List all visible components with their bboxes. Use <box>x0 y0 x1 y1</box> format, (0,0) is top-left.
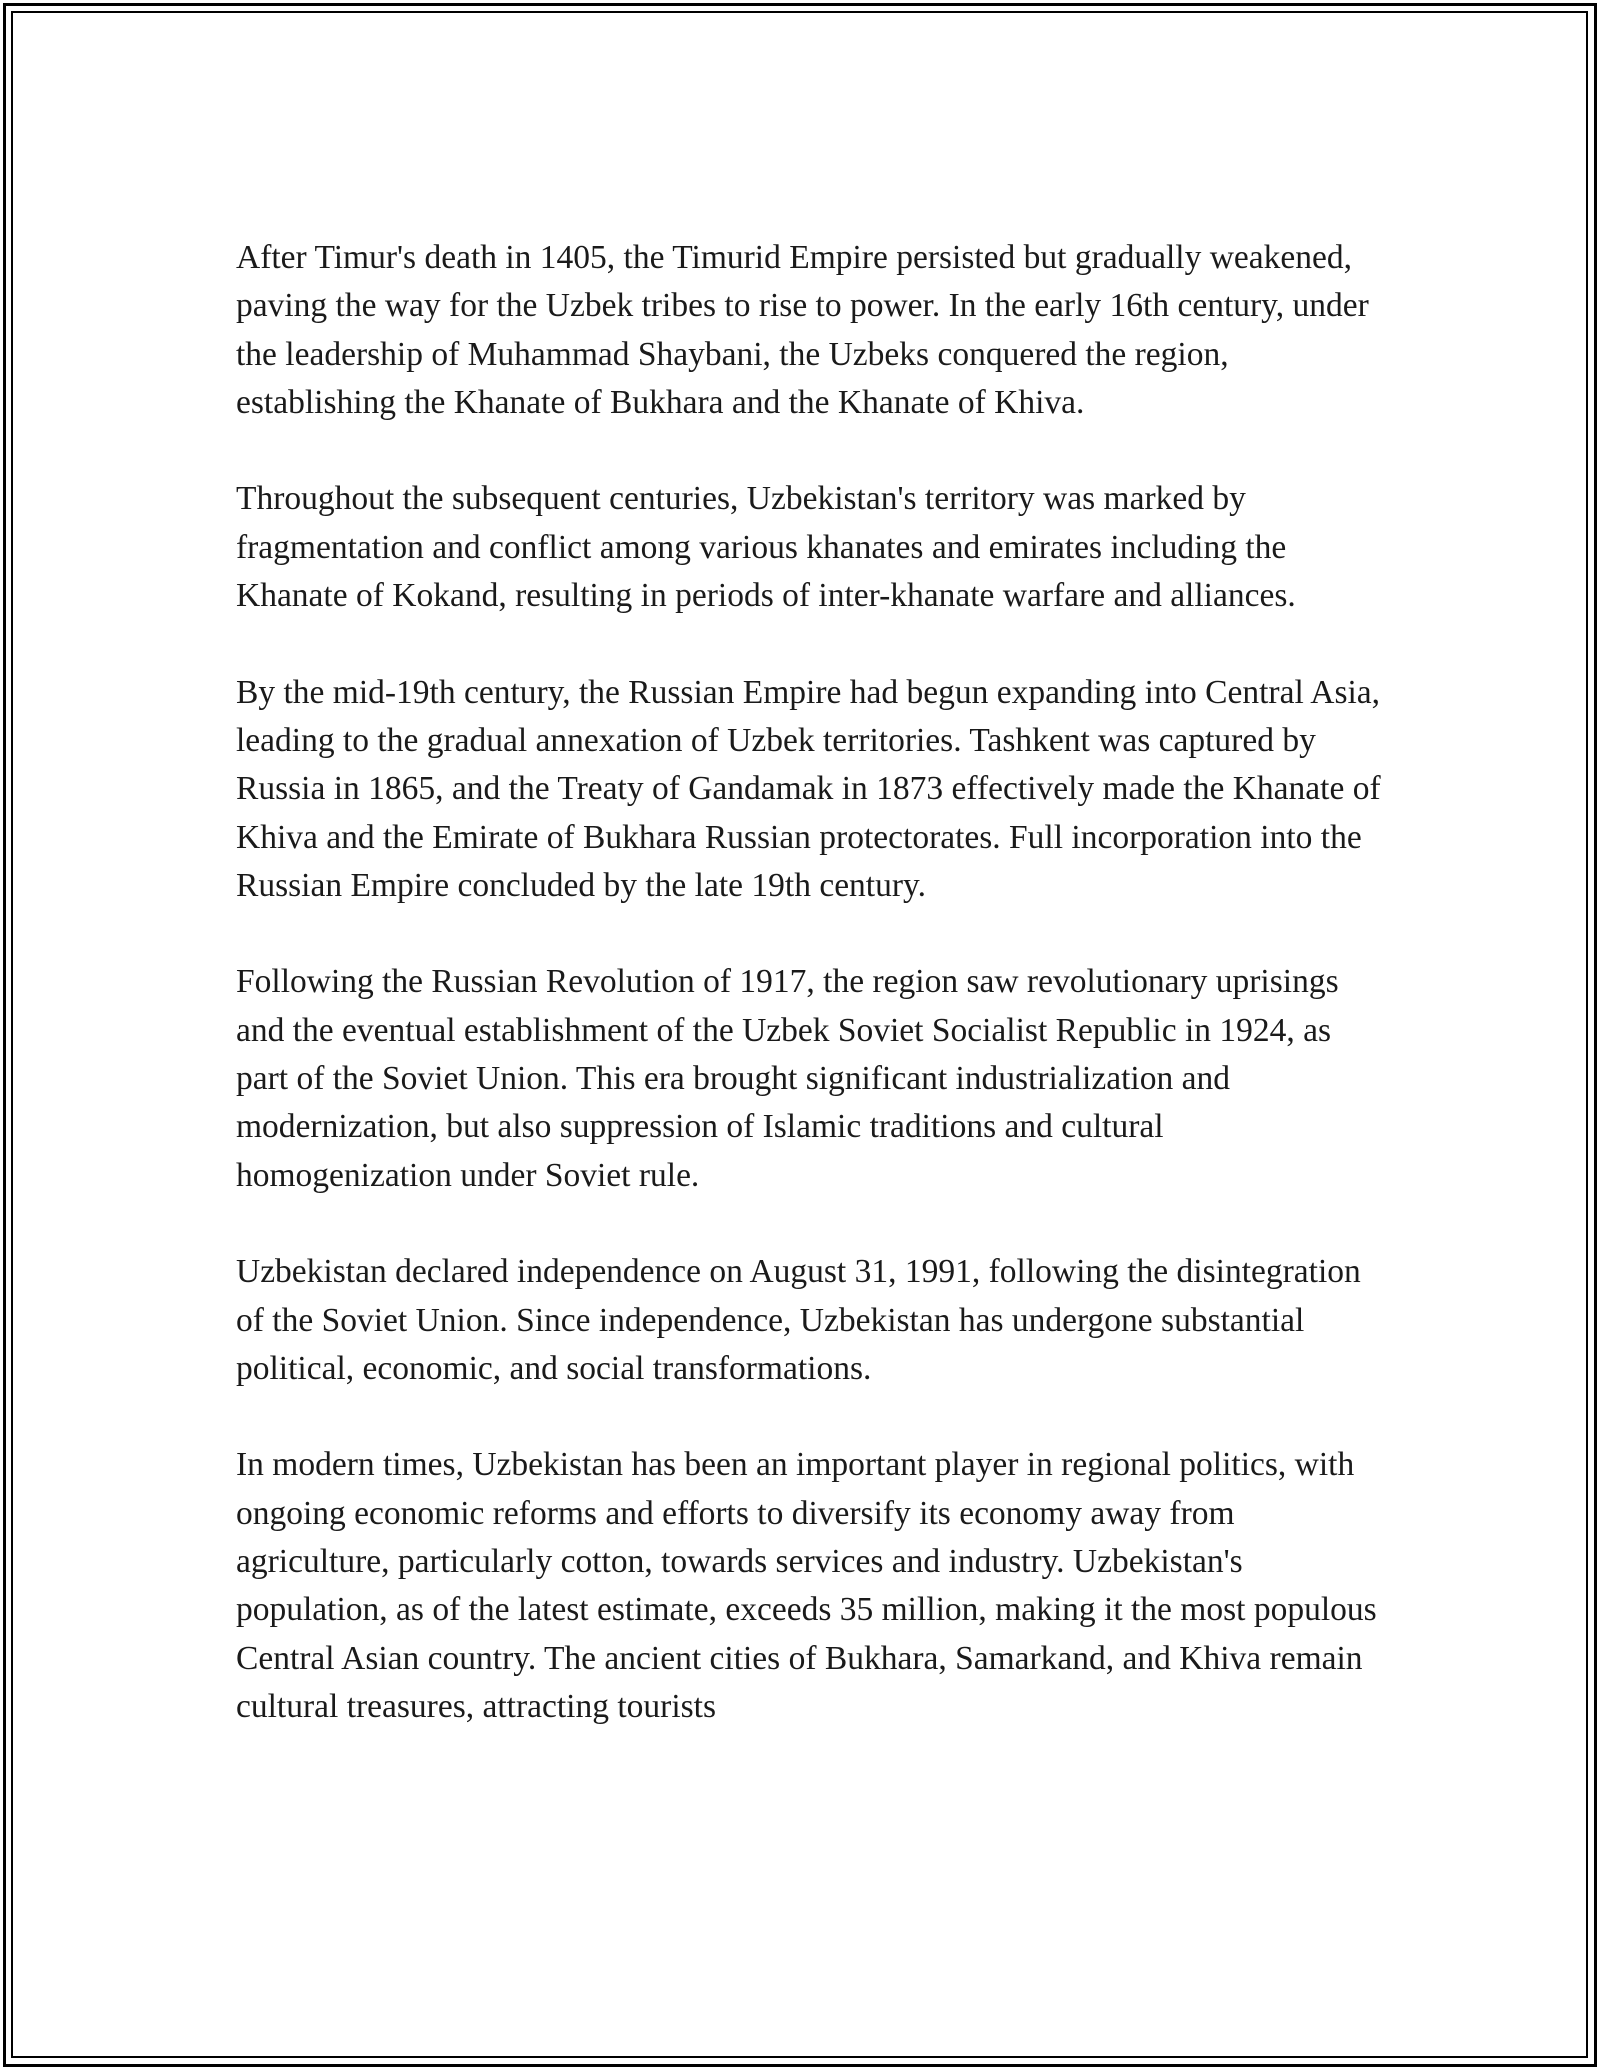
paragraph: Following the Russian Revolution of 1917, the region saw revolutionary uprisings and the eventual establishment of the Uzbek Soviet Socialist Republic in 1924, as part of the Soviet Union. This era brought significant industrialization and modernization, but also suppression of Islamic traditions and cultural homogenization under Soviet rule. <box>236 963 1339 1194</box>
paragraph: Uzbekistan declared independence on August 31, 1991, following the disintegration of the Soviet Union. Since independence, Uzbekistan has undergone substantial political, economic, and social transformations. <box>236 1253 1361 1387</box>
paragraph: After Timur's death in 1405, the Timurid Empire persisted but gradually weakened, paving the way for the Uzbek tribes to rise to power. In the early 16th century, under the leadership of Muhammad Shaybani, the Uzbeks conquered the region, establishing the Khanate of Bukhara and the Khanate of Khiva. <box>236 239 1369 421</box>
paragraph: In modern times, Uzbekistan has been an important player in regional politics, with ongoing economic reforms and efforts to diversify its economy away from agriculture, particularly cotton, towards services and industry. Uzbekistan's population, as of the latest estimate, exceeds 35 million, making it the most populous Central Asian country. The ancient cities of Bukhara, Samarkand, and Khiva remain cultural treasures, attracting tourists <box>236 1446 1377 1725</box>
paragraph: Throughout the subsequent centuries, Uzbekistan's territory was marked by fragmentation and conflict among various khanates and emirates including the Khanate of Kokand, resulting in periods of inter-khanate warfare and alliances. <box>236 480 1296 615</box>
paragraph: By the mid-19th century, the Russian Empire had begun expanding into Central Asia, leading to the gradual annexation of Uzbek territories. Tashkent was captured by Russia in 1865, and the Treaty of Gandamak in 1873 effectively made the Khanate of Khiva and the Emirate of Bukhara Russian protectorates. Full incorporation into the Russian Empire concluded by the late 19th century. <box>236 673 1381 904</box>
document-body <box>236 234 1386 1731</box>
